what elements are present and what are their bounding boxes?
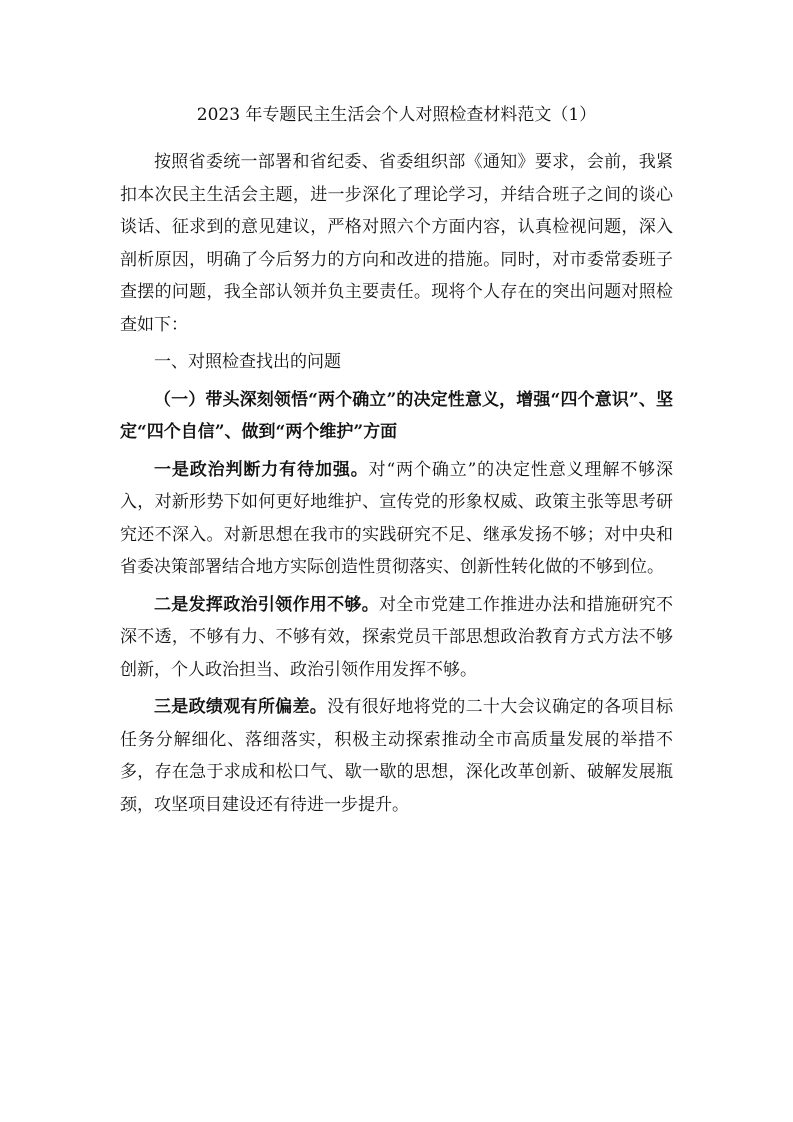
document-body [120,146,673,821]
section-heading: 一、对照检查找出的问题 [154,352,341,372]
point-text-3: 没有很好地将党的二十大会议确定的各项目标任务分解细化、落细落实，积极主动探索推动全市高质量发展的举措不多，存在急于求成和松口气、歇一歇的思想，深化改革创新、破解发展瓶颈，攻坚项目建设还有待进一步提升。 [120,697,674,815]
point-paragraph-2 [120,589,673,687]
point-text-1: 对“两个确立”的决定性意义理解不够深入，对新形势下如何更好地维护、宣传党的形象权威、政策主张等思考研究还不深入。对新思想在我市的实践研究不足、继承发扬不够；对中央和省委决策部署结合地方实际创造性贯彻落实、创新性转化做的不够到位。 [120,459,674,577]
point-lead-3: 三是政绩观有所偏差。 [154,697,328,717]
point-lead-2: 二是发挥政治引领作用不够。 [154,594,380,615]
subsection-heading: （一）带头深刻领悟“两个确立”的决定性意义，增强“四个意识”、坚定“四个自信”、做到“两个维护”方面 [120,389,673,442]
point-lead-1: 一是政治判断力有待加强。 [154,459,369,480]
intro-paragraph: 按照省委统一部署和省纪委、省委组织部《通知》要求，会前，我紧扣本次民主生活会主题，进一步深化了理论学习，并结合班子之间的谈心谈话、征求到的意见建议，严格对照六个方面内容，认真检视问题，深入剖析原因，明确了今后努力的方向和改进的措施。同时，对市委常委班子查摆的问题，我全部认领并负主要责任。现将个人存在的突出问题对照检查如下： [120,152,673,335]
document-title: 2023 年专题民主生活会个人对照检查材料范文（1） [196,105,597,125]
point-paragraph-3 [120,691,673,821]
point-text-2: 对全市党建工作推进办法和措施研究不深不透，不够有力、不够有效，探索党员干部思想政治教育方式方法不够创新，个人政治担当、政治引领作用发挥不够。 [120,594,674,680]
point-paragraph-1 [120,454,673,584]
